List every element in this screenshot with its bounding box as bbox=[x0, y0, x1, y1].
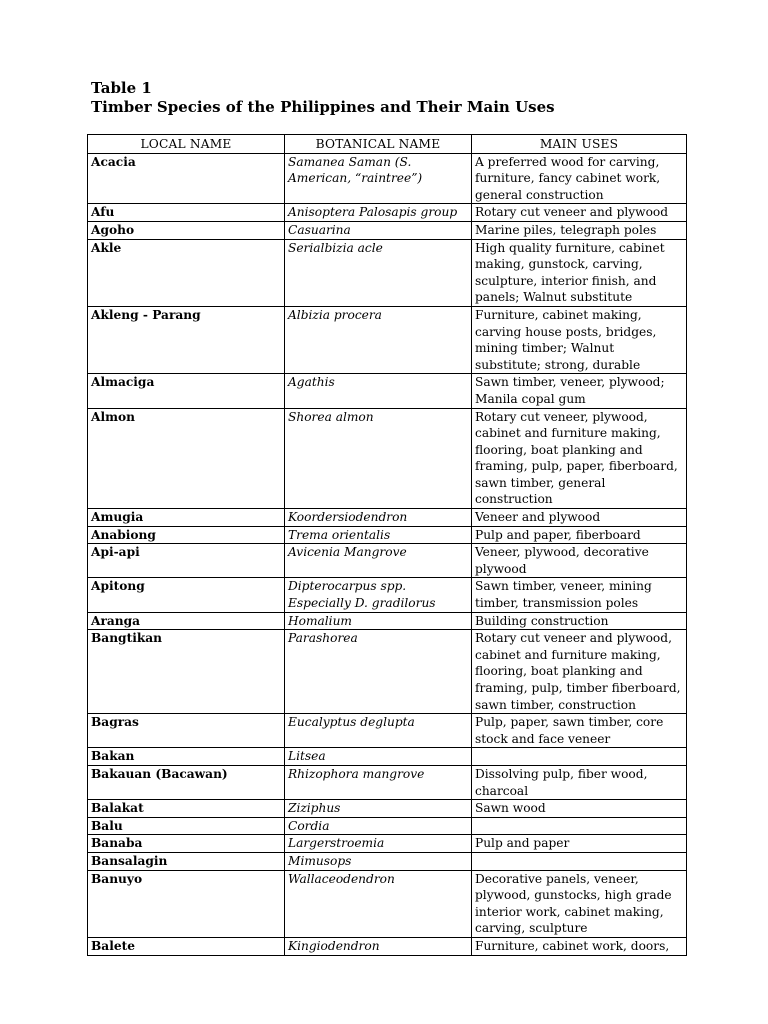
table-number: Table 1 bbox=[91, 79, 152, 97]
cell-local-name: Bakauan (Bacawan) bbox=[88, 765, 285, 799]
cell-main-uses: Marine piles, telegraph poles bbox=[472, 221, 687, 239]
cell-botanical-name: Trema orientalis bbox=[285, 526, 472, 544]
cell-local-name: Bansalagin bbox=[88, 852, 285, 870]
cell-local-name: Balete bbox=[88, 937, 285, 955]
cell-botanical-name: Anisoptera Palosapis group bbox=[285, 204, 472, 222]
table-row bbox=[88, 221, 687, 239]
header-local-name: LOCAL NAME bbox=[88, 135, 285, 154]
cell-botanical-name: Agathis bbox=[285, 374, 472, 408]
cell-main-uses: Furniture, cabinet work, doors, bbox=[472, 937, 687, 955]
cell-main-uses: Rotary cut veneer and plywood, cabinet and furniture making, flooring, boat planking and framing, pulp, timber fiberboard, sawn timber, construction bbox=[472, 630, 687, 714]
cell-main-uses: Sawn timber, veneer, plywood; Manila copal gum bbox=[472, 374, 687, 408]
header-botanical-name: BOTANICAL NAME bbox=[285, 135, 472, 154]
cell-main-uses: Sawn timber, veneer, mining timber, transmission poles bbox=[472, 578, 687, 612]
cell-main-uses: Veneer, plywood, decorative plywood bbox=[472, 544, 687, 578]
table-row bbox=[88, 578, 687, 612]
table-row bbox=[88, 817, 687, 835]
table-row bbox=[88, 509, 687, 527]
table-row bbox=[88, 204, 687, 222]
table-caption bbox=[91, 79, 555, 117]
cell-main-uses: Pulp, paper, sawn timber, core stock and face veneer bbox=[472, 714, 687, 748]
cell-local-name: Akle bbox=[88, 239, 285, 306]
cell-local-name: Banuyo bbox=[88, 870, 285, 937]
cell-botanical-name: Koordersiodendron bbox=[285, 509, 472, 527]
table-row bbox=[88, 612, 687, 630]
table-row bbox=[88, 937, 687, 955]
table-row bbox=[88, 408, 687, 509]
header-main-uses: MAIN USES bbox=[472, 135, 687, 154]
table-header-row bbox=[88, 135, 687, 154]
cell-local-name: Banaba bbox=[88, 835, 285, 853]
cell-main-uses: Decorative panels, veneer, plywood, gunstocks, high grade interior work, cabinet making, carving, sculpture bbox=[472, 870, 687, 937]
cell-local-name: Api-api bbox=[88, 544, 285, 578]
cell-botanical-name: Mimusops bbox=[285, 852, 472, 870]
table-row bbox=[88, 870, 687, 937]
cell-botanical-name: Shorea almon bbox=[285, 408, 472, 509]
table-body bbox=[88, 153, 687, 955]
cell-main-uses bbox=[472, 817, 687, 835]
cell-botanical-name: Kingiodendron bbox=[285, 937, 472, 955]
cell-local-name: Balakat bbox=[88, 800, 285, 818]
cell-botanical-name: Largerstroemia bbox=[285, 835, 472, 853]
cell-main-uses: Rotary cut veneer, plywood, cabinet and furniture making, flooring, boat planking and framing, pulp, paper, fiberboard, sawn timber, general construction bbox=[472, 408, 687, 509]
table-row bbox=[88, 239, 687, 306]
table-row bbox=[88, 374, 687, 408]
cell-botanical-name: Dipterocarpus spp. Especially D. gradilorus bbox=[285, 578, 472, 612]
cell-local-name: Almaciga bbox=[88, 374, 285, 408]
cell-botanical-name: Albizia procera bbox=[285, 306, 472, 373]
timber-species-table bbox=[87, 134, 687, 956]
cell-main-uses: Sawn wood bbox=[472, 800, 687, 818]
cell-local-name: Bangtikan bbox=[88, 630, 285, 714]
cell-botanical-name: Avicenia Mangrove bbox=[285, 544, 472, 578]
table-row bbox=[88, 153, 687, 204]
cell-local-name: Almon bbox=[88, 408, 285, 509]
table-title: Timber Species of the Philippines and Their Main Uses bbox=[91, 98, 555, 116]
table-row bbox=[88, 800, 687, 818]
table-row bbox=[88, 748, 687, 766]
cell-botanical-name: Samanea Saman (S. American, “raintree”) bbox=[285, 153, 472, 204]
cell-main-uses: Furniture, cabinet making, carving house posts, bridges, mining timber; Walnut substitute; strong, durable bbox=[472, 306, 687, 373]
cell-local-name: Acacia bbox=[88, 153, 285, 204]
cell-botanical-name: Serialbizia acle bbox=[285, 239, 472, 306]
table-row bbox=[88, 852, 687, 870]
cell-local-name: Afu bbox=[88, 204, 285, 222]
cell-local-name: Akleng - Parang bbox=[88, 306, 285, 373]
table-row bbox=[88, 630, 687, 714]
table-row bbox=[88, 306, 687, 373]
cell-main-uses: Building construction bbox=[472, 612, 687, 630]
table-row bbox=[88, 835, 687, 853]
cell-botanical-name: Casuarina bbox=[285, 221, 472, 239]
cell-local-name: Aranga bbox=[88, 612, 285, 630]
cell-botanical-name: Cordia bbox=[285, 817, 472, 835]
cell-local-name: Apitong bbox=[88, 578, 285, 612]
table-row bbox=[88, 714, 687, 748]
cell-local-name: Amugia bbox=[88, 509, 285, 527]
cell-local-name: Bakan bbox=[88, 748, 285, 766]
cell-main-uses: Rotary cut veneer and plywood bbox=[472, 204, 687, 222]
cell-botanical-name: Homalium bbox=[285, 612, 472, 630]
cell-local-name: Bagras bbox=[88, 714, 285, 748]
cell-main-uses: High quality furniture, cabinet making, gunstock, carving, sculpture, interior finish, and panels; Walnut substitute bbox=[472, 239, 687, 306]
cell-local-name: Agoho bbox=[88, 221, 285, 239]
cell-botanical-name: Litsea bbox=[285, 748, 472, 766]
table-row bbox=[88, 544, 687, 578]
cell-main-uses: Dissolving pulp, fiber wood, charcoal bbox=[472, 765, 687, 799]
cell-botanical-name: Parashorea bbox=[285, 630, 472, 714]
table-row bbox=[88, 526, 687, 544]
cell-botanical-name: Wallaceodendron bbox=[285, 870, 472, 937]
cell-local-name: Balu bbox=[88, 817, 285, 835]
cell-botanical-name: Rhizophora mangrove bbox=[285, 765, 472, 799]
table-row bbox=[88, 765, 687, 799]
cell-main-uses bbox=[472, 748, 687, 766]
cell-local-name: Anabiong bbox=[88, 526, 285, 544]
cell-main-uses: Pulp and paper bbox=[472, 835, 687, 853]
cell-main-uses: A preferred wood for carving, furniture, fancy cabinet work, general construction bbox=[472, 153, 687, 204]
cell-botanical-name: Ziziphus bbox=[285, 800, 472, 818]
cell-botanical-name: Eucalyptus deglupta bbox=[285, 714, 472, 748]
cell-main-uses: Pulp and paper, fiberboard bbox=[472, 526, 687, 544]
cell-main-uses bbox=[472, 852, 687, 870]
cell-main-uses: Veneer and plywood bbox=[472, 509, 687, 527]
